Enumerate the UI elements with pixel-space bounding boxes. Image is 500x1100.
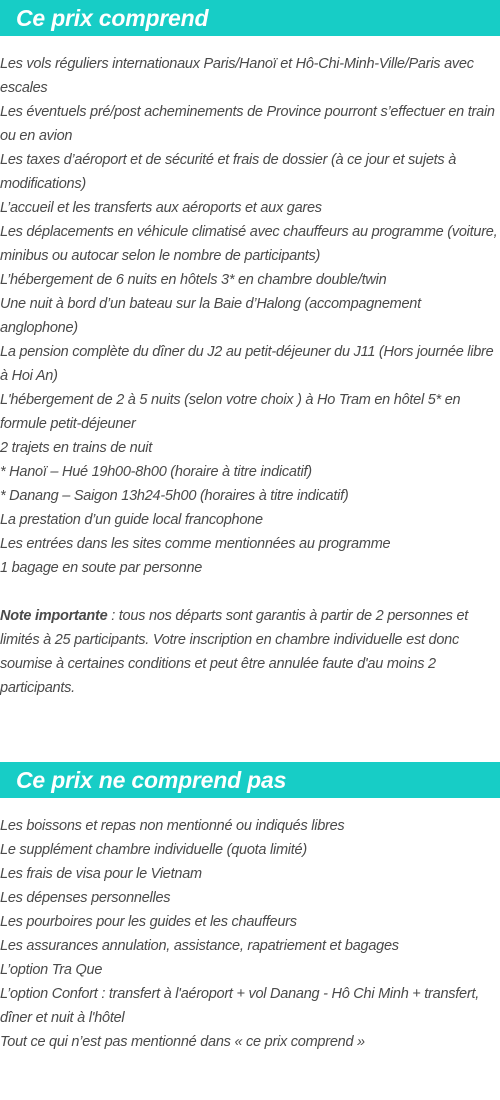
excluded-list-item: Le supplément chambre individuelle (quota limité) xyxy=(0,842,307,858)
included-list-item: 1 bagage en soute par personne xyxy=(0,560,203,576)
included-list-item: L’hébergement de 6 nuits en hôtels 3* en chambre double/twin xyxy=(0,272,387,288)
included-list-item: Les éventuels pré/post acheminements de Province pourront s’effectuer en train ou en avion xyxy=(0,104,495,144)
included-list-item: L’accueil et les transferts aux aéroports et aux gares xyxy=(0,200,322,216)
excluded-list xyxy=(0,798,500,1054)
included-list-item: * Danang – Saigon 13h24-5h00 (horaires à titre indicatif) xyxy=(0,488,349,504)
excluded-list-item: Les dépenses personnelles xyxy=(0,890,171,906)
excluded-list-item: Les frais de visa pour le Vietnam xyxy=(0,866,202,882)
excluded-list-item: Les assurances annulation, assistance, rapatriement et bagages xyxy=(0,938,399,954)
included-list-item: La pension complète du dîner du J2 au petit-déjeuner du J11 (Hors journée libre à Hoi An) xyxy=(0,344,494,384)
excluded-list-item: Tout ce qui n’est pas mentionné dans « ce prix comprend » xyxy=(0,1034,365,1050)
excluded-list-item: L’option Confort : transfert à l'aéroport + vol Danang - Hô Chi Minh + transfert, dîner et nuit à l'hôtel xyxy=(0,986,479,1026)
excluded-section-title: Ce prix ne comprend pas xyxy=(0,762,500,798)
included-list-item: Les entrées dans les sites comme mentionnées au programme xyxy=(0,536,391,552)
excluded-list-item: Les pourboires pour les guides et les chauffeurs xyxy=(0,914,297,930)
included-list-item: Les taxes d’aéroport et de sécurité et frais de dossier (à ce jour et sujets à modifications) xyxy=(0,152,457,192)
included-list-item: Les déplacements en véhicule climatisé avec chauffeurs au programme (voiture, minibus ou autocar selon le nombre de participants) xyxy=(0,224,498,264)
important-note-label: Note importante xyxy=(0,608,108,624)
excluded-list-item: L’option Tra Que xyxy=(0,962,103,978)
excluded-list-item: Les boissons et repas non mentionné ou indiqués libres xyxy=(0,818,345,834)
included-list-item: L'hébergement de 2 à 5 nuits (selon votre choix ) à Ho Tram en hôtel 5* en formule petit-déjeuner xyxy=(0,392,461,432)
important-note xyxy=(0,604,500,700)
important-note-text: : tous nos départs sont garantis à partir de 2 personnes et limités à 25 participants. Votre inscription en chambre individuelle est donc soumise à certaines conditions et peut être annulée faute d'au moins 2 participants. xyxy=(0,608,469,696)
included-list xyxy=(0,36,500,580)
included-list-item: * Hanoï – Hué 19h00-8h00 (horaire à titre indicatif) xyxy=(0,464,312,480)
included-list-item: 2 trajets en trains de nuit xyxy=(0,440,153,456)
included-list-item: Les vols réguliers internationaux Paris/Hanoï et Hô-Chi-Minh-Ville/Paris avec escales xyxy=(0,56,474,96)
included-section-title: Ce prix comprend xyxy=(0,0,500,36)
included-list-item: La prestation d’un guide local francophone xyxy=(0,512,263,528)
included-list-item: Une nuit à bord d’un bateau sur la Baie d’Halong (accompagnement anglophone) xyxy=(0,296,421,336)
